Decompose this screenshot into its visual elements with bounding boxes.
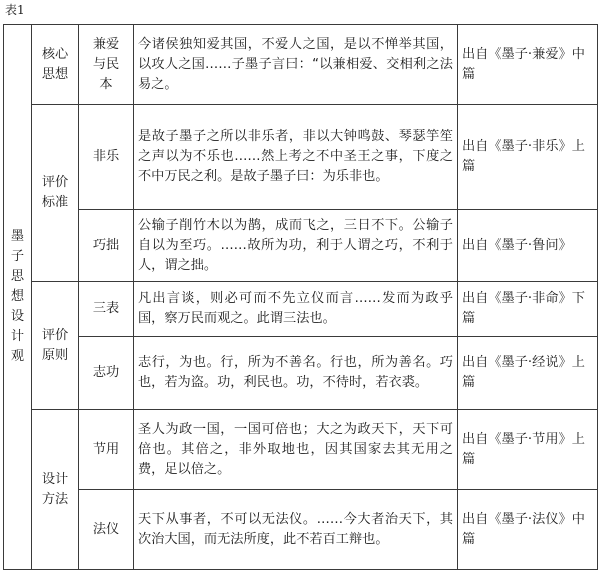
category-cell — [32, 25, 79, 105]
source-cell: 出自《墨子·经说》上篇 — [458, 337, 598, 410]
category-label: 设计方法 — [41, 471, 69, 507]
quote-cell: 天下从事者，不可以无法仪。……今大者治天下，其次治大国，而无法所度，此不若百工辩也。 — [134, 490, 458, 570]
quote-cell: 公输子削竹木以为鹊，成而飞之，三日不下。公输子自以为至巧。……故所为功，利于人谓之巧，不利于人，谓之拙。 — [134, 210, 458, 282]
source-cell: 出自《墨子·鲁问》 — [458, 210, 598, 282]
table-title-cell — [4, 25, 32, 570]
table-row — [4, 410, 598, 490]
source-cell: 出自《墨子·法仪》中篇 — [458, 490, 598, 570]
quote-cell: 圣人为政一国，一国可倍也；大之为政天下，天下可倍也。其倍之，非外取地也，因其国家去其无用之费，足以倍之。 — [134, 410, 458, 490]
source-cell: 出自《墨子·非命》下篇 — [458, 282, 598, 337]
table-row — [4, 337, 598, 410]
table-row — [4, 105, 598, 210]
subcategory-cell: 巧拙 — [79, 210, 134, 282]
category-cell — [32, 410, 79, 570]
category-cell — [32, 282, 79, 410]
quote-cell: 凡出言谈，则必可而不先立仪而言……发而为政乎国，察万民而观之。此谓三法也。 — [134, 282, 458, 337]
table-caption: 表1 — [5, 3, 25, 17]
table-title: 墨子思想设计观 — [10, 229, 25, 364]
subcategory-cell — [79, 25, 134, 105]
quote-cell: 今诸侯独知爱其国，不爱人之国，是以不惮举其国，以攻人之国……子墨子言曰：“以兼相爱、交相利之法易之。 — [134, 25, 458, 105]
table-row — [4, 490, 598, 570]
category-cell — [32, 105, 79, 282]
quote-cell: 是故子墨子之所以非乐者，非以大钟鸣鼓、琴瑟竽笙之声以为不乐也……然上考之不中圣王之事，下度之不中万民之利。是故子墨子曰：为乐非也。 — [134, 105, 458, 210]
table-row — [4, 25, 598, 105]
mozi-design-table — [3, 24, 598, 570]
category-label: 评价标准 — [41, 175, 69, 210]
subcategory-cell: 三表 — [79, 282, 134, 337]
source-cell: 出自《墨子·兼爱》中篇 — [458, 25, 598, 105]
subcategory-label: 兼爱与民本 — [92, 36, 120, 92]
table-row — [4, 210, 598, 282]
subcategory-cell: 法仪 — [79, 490, 134, 570]
subcategory-cell: 节用 — [79, 410, 134, 490]
subcategory-cell: 志功 — [79, 337, 134, 410]
source-cell: 出自《墨子·节用》上篇 — [458, 410, 598, 490]
category-label: 评价原则 — [41, 327, 69, 363]
category-label: 核心思想 — [41, 46, 69, 82]
table-row — [4, 282, 598, 337]
subcategory-cell: 非乐 — [79, 105, 134, 210]
quote-cell: 志行，为也。行，所为不善名。行也，所为善名。巧也，若为盗。功，利民也。功，不待时，若衣裘。 — [134, 337, 458, 410]
source-cell: 出自《墨子·非乐》上篇 — [458, 105, 598, 210]
